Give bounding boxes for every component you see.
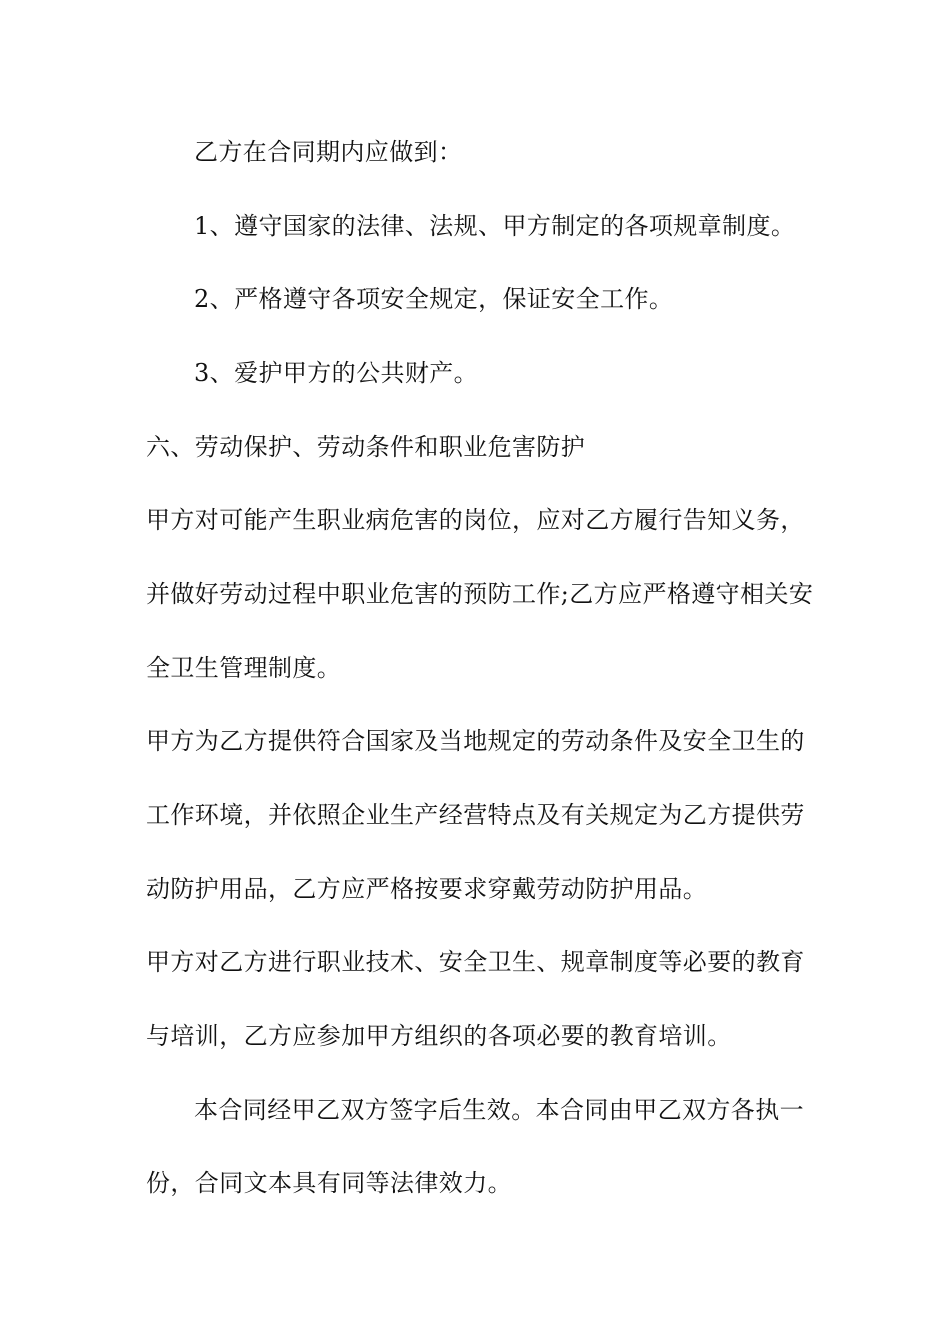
obligation-item-1: 1、遵守国家的法律、法规、甲方制定的各项规章制度。 <box>194 212 796 240</box>
paragraph-2-line-2: 工作环境，并依照企业生产经营特点及有关规定为乙方提供劳 <box>146 801 805 829</box>
paragraph-1-line-2: 并做好劳动过程中职业危害的预防工作;乙方应严格遵守相关安 <box>146 580 814 608</box>
closing-line-1: 本合同经甲乙双方签字后生效。本合同由甲乙双方各执一 <box>194 1096 804 1124</box>
paragraph-1-line-3: 全卫生管理制度。 <box>146 654 342 682</box>
intro-line: 乙方在合同期内应做到： <box>194 138 463 166</box>
paragraph-2-line-1: 甲方为乙方提供符合国家及当地规定的劳动条件及安全卫生的 <box>146 727 805 755</box>
paragraph-1-line-1: 甲方对可能产生职业病危害的岗位，应对乙方履行告知义务， <box>146 506 805 534</box>
paragraph-3-line-1: 甲方对乙方进行职业技术、安全卫生、规章制度等必要的教育 <box>146 948 805 976</box>
obligation-item-3: 3、爱护甲方的公共财产。 <box>194 359 479 387</box>
paragraph-2-line-3: 动防护用品，乙方应严格按要求穿戴劳动防护用品。 <box>146 875 708 903</box>
obligation-item-2: 2、严格遵守各项安全规定，保证安全工作。 <box>194 285 674 313</box>
closing-line-2: 份，合同文本具有同等法律效力。 <box>146 1169 512 1197</box>
section-heading: 六、劳动保护、劳动条件和职业危害防护 <box>146 433 586 461</box>
paragraph-3-line-2: 与培训，乙方应参加甲方组织的各项必要的教育培训。 <box>146 1022 732 1050</box>
